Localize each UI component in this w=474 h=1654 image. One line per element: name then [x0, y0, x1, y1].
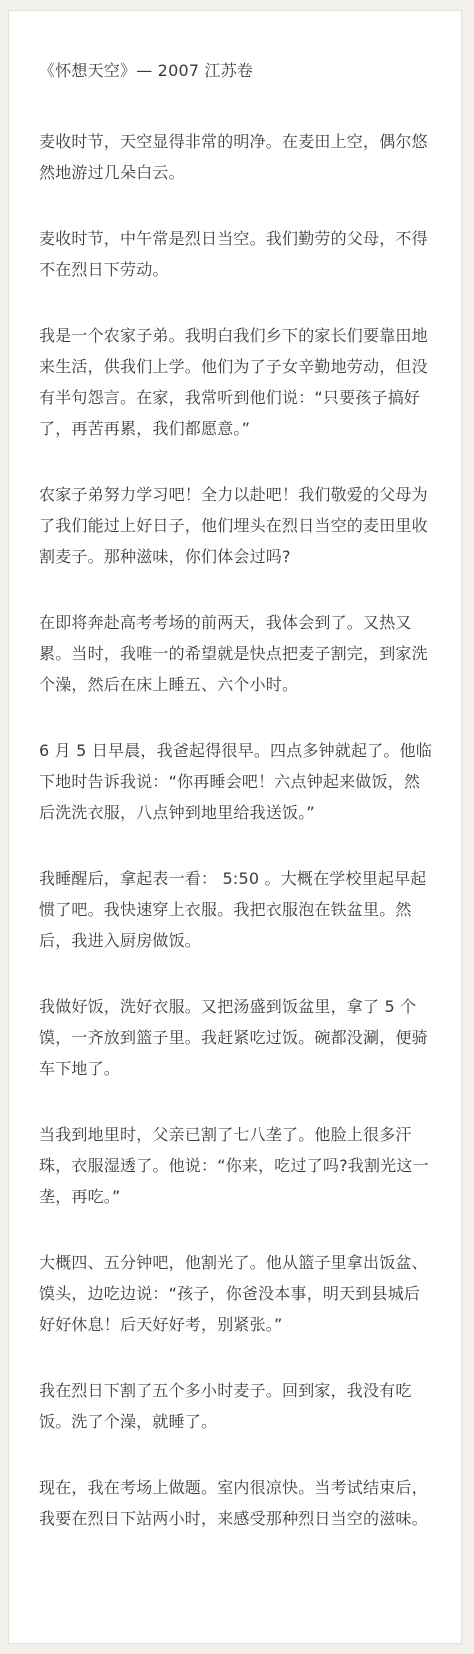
paragraph: 我睡醒后，拿起表一看： 5:50 。大概在学校里起早起惯了吧。我快速穿上衣服。我把衣服泡在铁盆里。然后，我进入厨房做饭。 [39, 869, 427, 950]
paragraph: 农家子弟努力学习吧！全力以赴吧！我们敬爱的父母为了我们能过上好日子，他们埋头在烈日当空的麦田里收割麦子。那种滋味，你们体会过吗? [39, 485, 428, 566]
paragraph: 6 月 5 日早晨，我爸起得很早。四点多钟就起了。他临下地时告诉我说：“你再睡会吧！六点钟起来做饭，然后洗洗衣服，八点钟到地里给我送饭。” [39, 741, 433, 822]
paragraph: 在即将奔赴高考考场的前两天，我体会到了。又热又累。当时，我唯一的希望就是快点把麦子割完，到家洗个澡，然后在床上睡五、六个小时。 [39, 613, 428, 694]
paragraph: 麦收时节，中午常是烈日当空。我们勤劳的父母，不得不在烈日下劳动。 [39, 229, 428, 279]
paragraph: 当我到地里时，父亲已割了七八垄了。他脸上很多汗珠，衣服湿透了。他说：“你来，吃过了吗?我割光这一垄，再吃。” [39, 1125, 429, 1206]
article-title: 《怀想天空》— 2007 江苏卷 [39, 61, 254, 80]
paragraph: 我是一个农家子弟。我明白我们乡下的家长们要靠田地来生活，供我们上学。他们为了子女辛勤地劳动，但没有半句怨言。在家，我常听到他们说：“只要孩子搞好了，再苦再累，我们都愿意。” [39, 326, 428, 438]
article-content [39, 55, 435, 1534]
paragraph: 麦收时节，天空显得非常的明净。在麦田上空，偶尔悠然地游过几朵白云。 [39, 132, 428, 182]
paragraph: 我做好饭，洗好衣服。又把汤盛到饭盆里，拿了 5 个馍，一齐放到篮子里。我赶紧吃过饭。碗都没涮，便骑车下地了。 [39, 997, 428, 1078]
article-page [8, 10, 462, 1644]
paragraph: 我在烈日下割了五个多小时麦子。回到家，我没有吃饭。洗了个澡，就睡了。 [39, 1381, 412, 1431]
paragraph: 大概四、五分钟吧，他割光了。他从篮子里拿出饭盆、馍头，边吃边说：“孩子，你爸没本事，明天到县城后好好休息！后天好好考，别紧张。” [39, 1253, 428, 1334]
paragraph: 现在，我在考场上做题。室内很凉快。当考试结束后，我要在烈日下站两小时，来感受那种烈日当空的滋味。 [39, 1478, 428, 1528]
